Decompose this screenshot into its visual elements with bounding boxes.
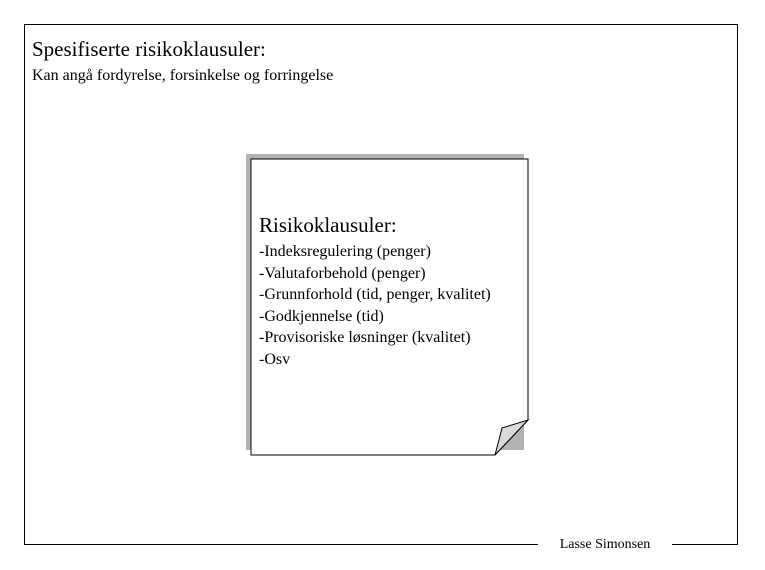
footer-author: Lasse Simonsen — [559, 537, 651, 552]
note-heading: Risikoklausuler: — [259, 213, 397, 237]
clause-list — [259, 241, 491, 370]
list-item: -Godkjennelse (tid) — [259, 307, 384, 325]
list-item: -Provisoriske løsninger (kvalitet) — [259, 329, 471, 346]
list-item: -Grunnforhold (tid, penger, kvalitet) — [259, 286, 491, 303]
list-item: -Indeksregulering (penger) — [259, 243, 431, 260]
list-item: -Osv — [259, 350, 291, 368]
slide-subtitle: Kan angå fordyrelse, forsinkelse og forringelse — [32, 67, 334, 84]
slide-title: Spesifiserte risikoklausuler: — [32, 37, 266, 61]
list-item: -Valutaforbehold (penger) — [259, 264, 426, 282]
